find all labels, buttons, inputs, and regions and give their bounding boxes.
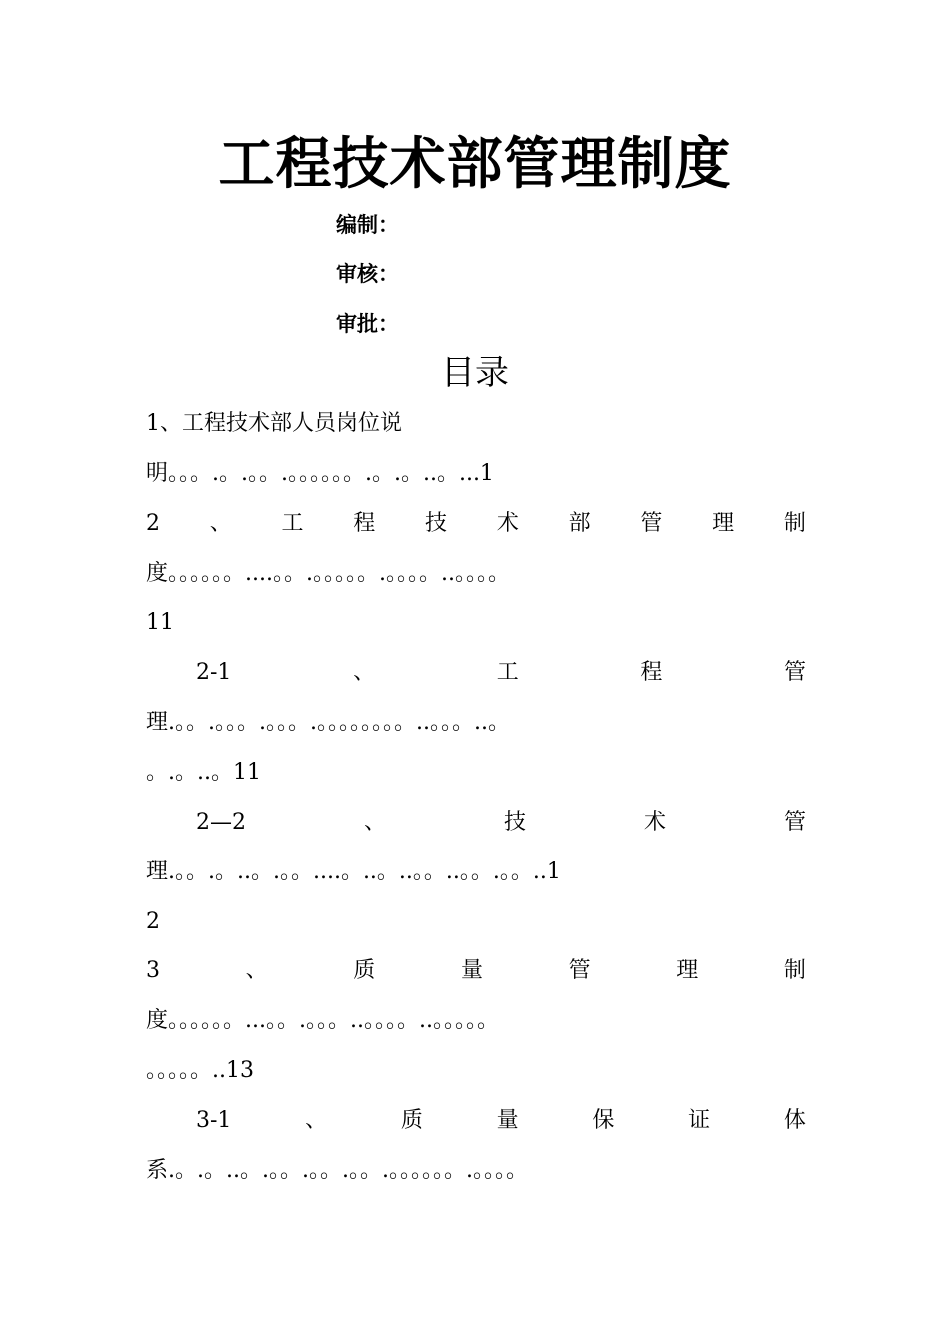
- toc-entry-3-part: 管: [568, 958, 591, 983]
- toc-entry-2-2-part: 、: [363, 810, 386, 835]
- toc-entry-2-line-1: [146, 507, 806, 541]
- toc-entry-3-line-2: 度。。。。。。...。。.。。。..。。。。..。。。。。: [146, 1008, 499, 1033]
- toc-entry-2-1-line-1: [196, 656, 806, 690]
- toc-entry-2-2-line-2: 理.。。.。..。.。。....。..。..。。..。。.。。..1: [146, 859, 561, 884]
- toc-entry-2-2-part: 技: [503, 810, 526, 835]
- toc-entry-3-part: 制: [783, 958, 806, 983]
- toc-entry-3-1-line-1: [196, 1104, 806, 1138]
- toc-entry-2-1-line-2: 理.。。.。。。.。。。.。。。。。。。。..。。。..。: [146, 710, 510, 735]
- toc-entry-3-1-part: 3-1: [196, 1108, 232, 1133]
- toc-entry-3-line-1: [146, 954, 806, 988]
- toc-entry-2-part: 工: [281, 511, 304, 536]
- toc-entry-3-line-3: 。。。。。..13: [146, 1058, 254, 1083]
- document-title: 工程技术部管理制度: [218, 131, 732, 197]
- toc-heading: 目录: [441, 353, 509, 393]
- signature-approved: 审批：: [336, 311, 399, 336]
- toc-entry-1-line-2: 明。。。.。.。。.。。。。。。.。.。..。...1: [146, 461, 494, 486]
- toc-entry-2-part: 程: [353, 511, 376, 536]
- toc-entry-3-1-part: 、: [305, 1108, 328, 1133]
- toc-entry-2-1-part: 程: [640, 660, 663, 685]
- toc-entry-3-part: 质: [353, 958, 376, 983]
- toc-entry-1-line-1: 1、工程技术部人员岗位说: [146, 411, 402, 436]
- toc-entry-3-1-part: 质: [400, 1108, 423, 1133]
- toc-entry-2-part: 制: [783, 511, 806, 536]
- toc-entry-3-1-part: 证: [688, 1108, 711, 1133]
- toc-entry-2-part: 、: [209, 511, 232, 536]
- toc-entry-2-part: 部: [568, 511, 591, 536]
- signature-prepared: 编制：: [336, 212, 399, 237]
- toc-entry-2-1-part: 管: [783, 660, 806, 685]
- toc-entry-3-part: 3: [146, 958, 160, 983]
- toc-entry-3-1-part: 体: [783, 1108, 806, 1133]
- signature-reviewed: 审核：: [336, 261, 399, 286]
- toc-entry-3-part: 理: [676, 958, 699, 983]
- toc-entry-2-part: 术: [496, 511, 519, 536]
- toc-entry-2-line-3: 11: [146, 610, 174, 635]
- toc-entry-2-part: 2: [146, 511, 160, 536]
- toc-entry-2-2-line-1: [196, 806, 806, 840]
- toc-entry-2-2-part: 管: [783, 810, 806, 835]
- toc-entry-2-2-part: 术: [643, 810, 666, 835]
- toc-entry-2-part: 理: [712, 511, 735, 536]
- toc-entry-2-1-part: 2-1: [196, 660, 232, 685]
- toc-entry-2-1-part: 、: [353, 660, 376, 685]
- toc-entry-3-1-part: 量: [496, 1108, 519, 1133]
- toc-entry-3-part: 量: [460, 958, 483, 983]
- toc-entry-2-1-part: 工: [496, 660, 519, 685]
- toc-entry-3-part: 、: [245, 958, 268, 983]
- toc-entry-2-part: 管: [640, 511, 663, 536]
- toc-entry-2-part: 技: [425, 511, 448, 536]
- toc-entry-2-2-line-3: 2: [146, 909, 160, 934]
- toc-entry-2-1-line-3: 。.。..。11: [146, 760, 261, 785]
- toc-entry-2-2-part: 2—2: [196, 810, 246, 835]
- toc-entry-3-1-line-2: 系.。.。..。.。。.。。.。。.。。。。。。.。。。。: [146, 1158, 528, 1183]
- toc-entry-3-1-part: 保: [592, 1108, 615, 1133]
- toc-entry-2-line-2: 度。。。。。。....。。.。。。。。.。。。。..。。。。: [146, 561, 510, 586]
